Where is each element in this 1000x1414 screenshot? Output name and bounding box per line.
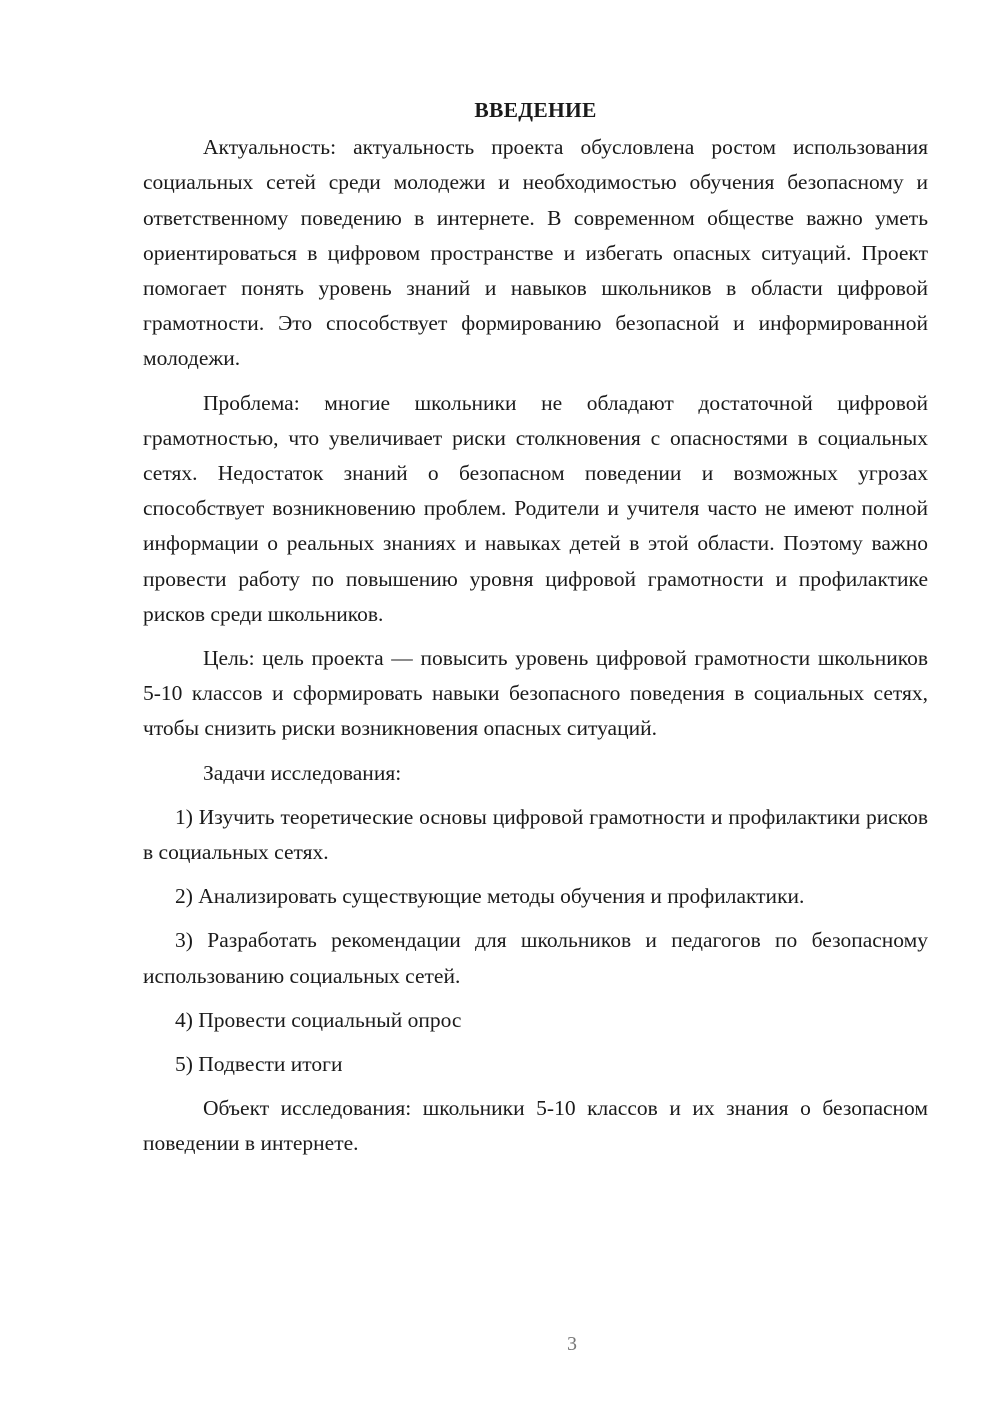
paragraph-goal: Цель: цель проекта — повысить уровень цифровой грамотности школьников 5-10 классов и сформировать навыки безопасного поведения в социальных сетях, чтобы снизить риски возникновения опасных ситуаций. [143,646,928,741]
paragraph-relevance: Актуальность: актуальность проекта обусловлена ростом использования социальных сетей среди молодежи и необходимостью обучения безопасному и ответственному поведению в интернете. В современном обществе важно уметь ориентироваться в цифровом пространстве и избегать опасных ситуаций. Проект помогает понять уровень знаний и навыков школьников в области цифровой грамотности. Это способствует формированию безопасной и информированной молодежи. [143,135,928,371]
task-item-2: 2) Анализировать существующие методы обучения и профилактики. [175,884,805,909]
task-item-5: 5) Подвести итоги [175,1052,343,1077]
task-item-3: 3) Разработать рекомендации для школьников и педагогов по безопасному использованию социальных сетей. [143,928,928,988]
page-number: 3 [567,1333,577,1355]
page-content [143,93,928,1171]
paragraph-problem: Проблема: многие школьники не обладают достаточной цифровой грамотностью, что увеличивает риски столкновения с опасностями в социальных сетях. Недостаток знаний о безопасном поведении и возможных угрозах способствует возникновению проблем. Родители и учителя часто не имеют полной информации о реальных знаниях и навыках детей в этой области. Поэтому важно провести работу по повышению уровня цифровой грамотности и профилактике рисков среди школьников. [143,390,928,626]
task-item-1: 1) Изучить теоретические основы цифровой грамотности и профилактики рисков в социальных сетях. [143,804,928,865]
section-title: ВВЕДЕНИЕ [474,98,597,122]
paragraph-object: Объект исследования: школьники 5-10 классов и их знания о безопасном поведении в интернете. [143,1096,928,1156]
tasks-heading: Задачи исследования: [203,760,402,785]
task-item-4: 4) Провести социальный опрос [175,1007,462,1032]
